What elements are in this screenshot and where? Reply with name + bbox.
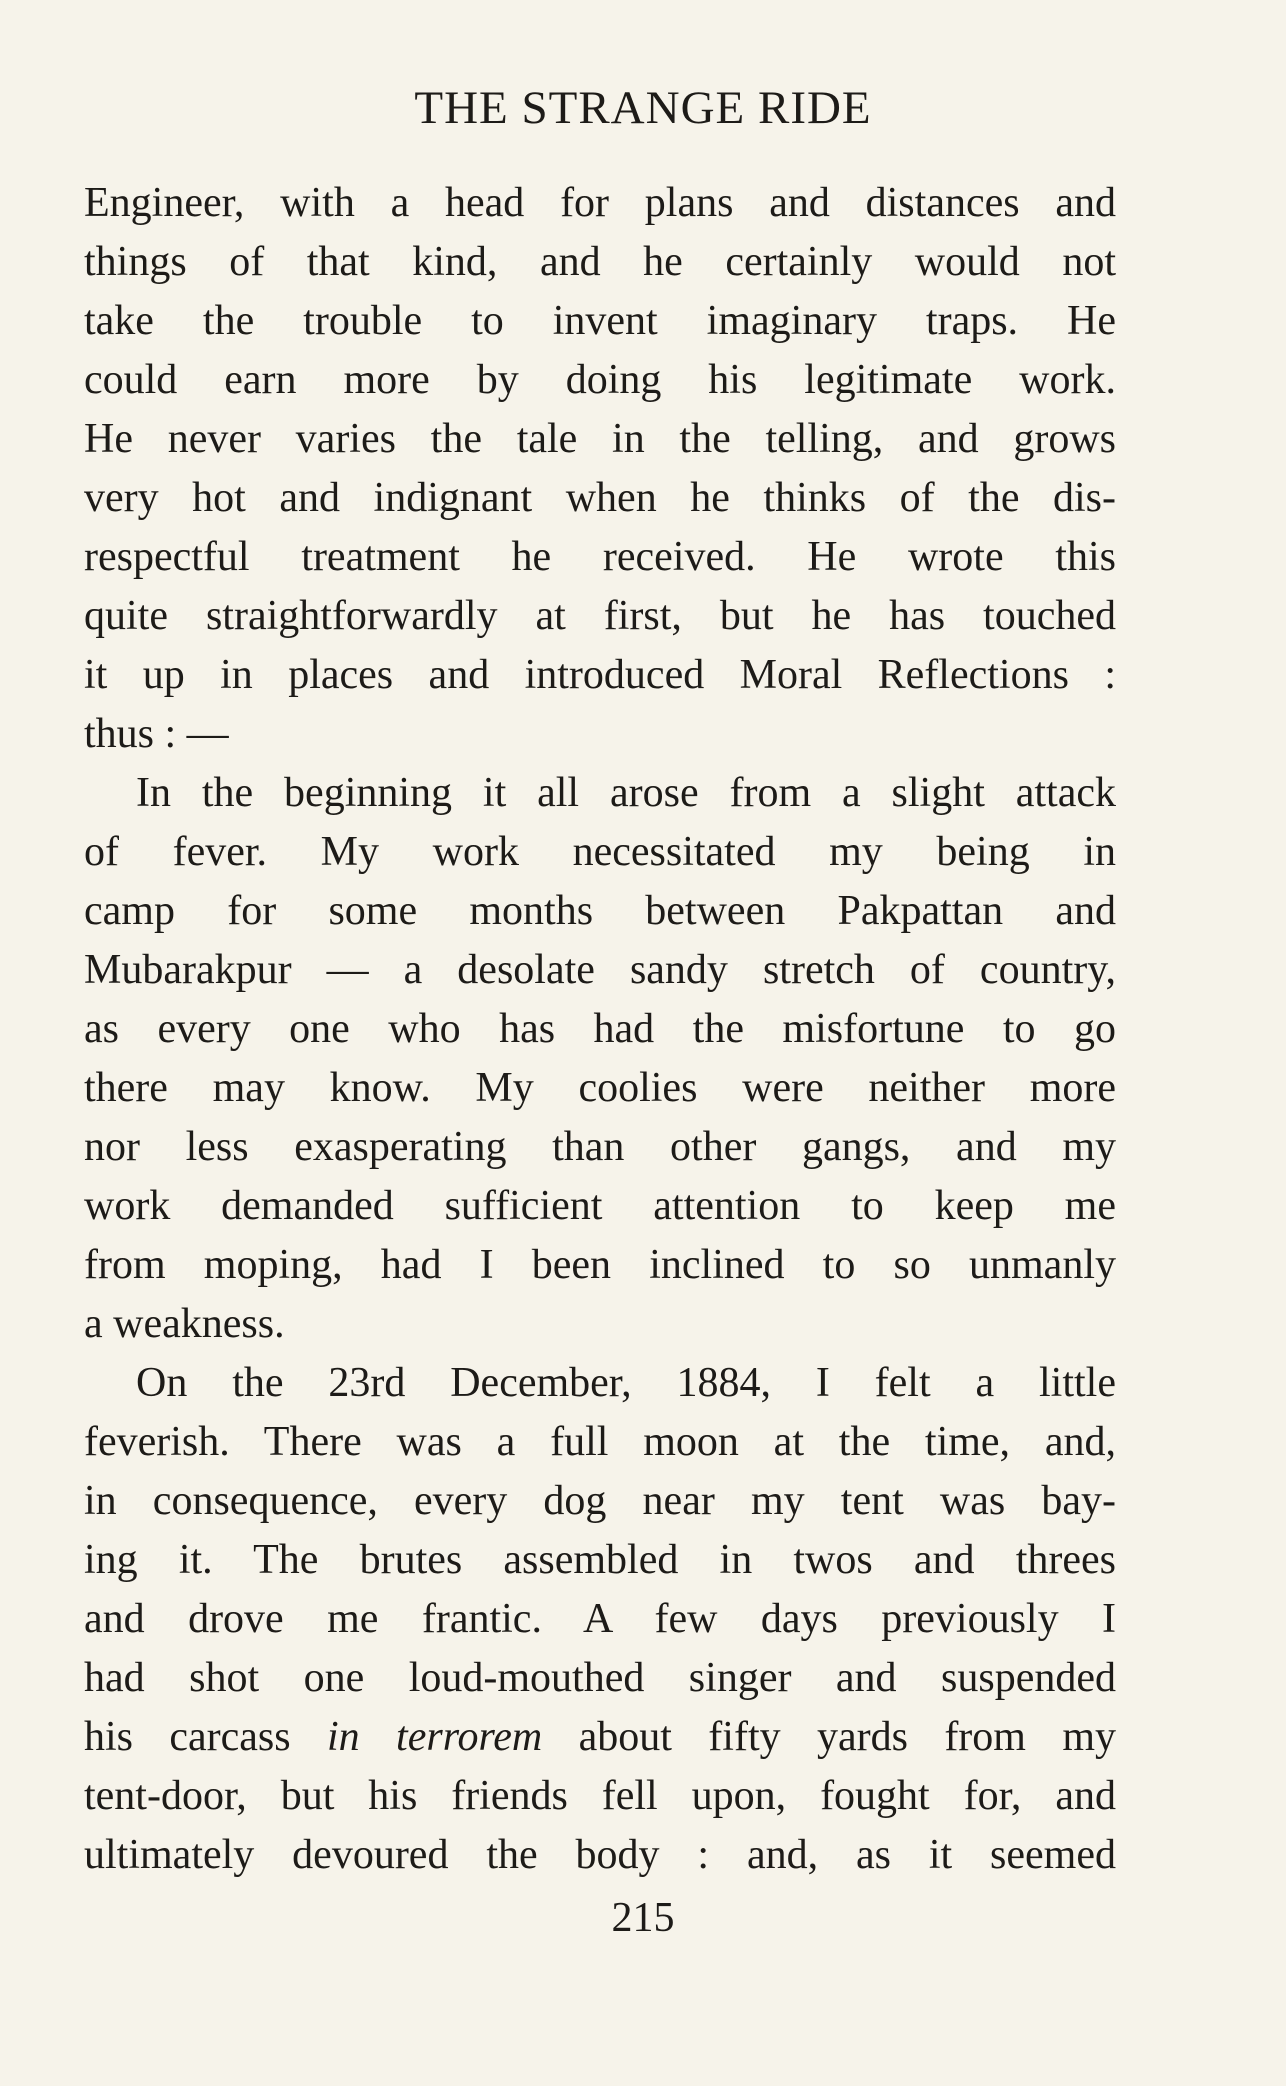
text-line: work demanded sufficient attention to keep me bbox=[84, 1183, 1116, 1229]
text-line: as every one who has had the misfortune to go bbox=[84, 1006, 1116, 1052]
text-line: ing it. The brutes assembled in twos and threes bbox=[84, 1537, 1116, 1583]
text-line: respectful treatment he received. He wrote this bbox=[84, 534, 1116, 580]
text-line: things of that kind, and he certainly would not bbox=[84, 239, 1116, 285]
text-line: could earn more by doing his legitimate work. bbox=[84, 357, 1116, 403]
text-segment: about fifty yards from my bbox=[542, 1714, 1116, 1760]
body-text bbox=[84, 174, 1116, 1885]
text-line: ultimately devoured the body : and, as it seemed bbox=[84, 1832, 1116, 1878]
paragraph-start-line: In the beginning it all arose from a slight attack bbox=[136, 770, 1116, 816]
text-segment: his carcass bbox=[84, 1714, 327, 1760]
text-line: quite straightforwardly at first, but he has touched bbox=[84, 593, 1116, 639]
text-line: He never varies the tale in the telling, and grows bbox=[84, 416, 1116, 462]
text-line: Engineer, with a head for plans and distances and bbox=[84, 180, 1116, 226]
text-line: Mubarakpur — a desolate sandy stretch of country, bbox=[84, 947, 1116, 993]
text-line: there may know. My coolies were neither more bbox=[84, 1065, 1116, 1111]
text-line: a weakness. bbox=[84, 1301, 285, 1347]
running-head: THE STRANGE RIDE bbox=[414, 82, 872, 134]
paragraph-start-line: On the 23rd December, 1884, I felt a little bbox=[136, 1360, 1116, 1406]
text-line: camp for some months between Pakpattan and bbox=[84, 888, 1116, 934]
page-number: 215 bbox=[611, 1895, 675, 1941]
text-line: nor less exasperating than other gangs, and my bbox=[84, 1124, 1116, 1170]
text-line: feverish. There was a full moon at the time, and, bbox=[84, 1419, 1116, 1465]
text-line: in consequence, every dog near my tent was bay- bbox=[84, 1478, 1116, 1524]
text-line: very hot and indignant when he thinks of the dis- bbox=[84, 475, 1116, 521]
text-line: thus : — bbox=[84, 711, 229, 757]
italic-phrase: in terrorem bbox=[327, 1714, 543, 1760]
text-line: it up in places and introduced Moral Reflections : bbox=[84, 652, 1116, 698]
text-line: take the trouble to invent imaginary traps. He bbox=[84, 298, 1116, 344]
text-line-with-italic bbox=[84, 1708, 1116, 1767]
text-line: and drove me frantic. A few days previously I bbox=[84, 1596, 1116, 1642]
text-line: from moping, had I been inclined to so unmanly bbox=[84, 1242, 1116, 1288]
text-line: had shot one loud-mouthed singer and suspended bbox=[84, 1655, 1116, 1701]
text-line: tent-door, but his friends fell upon, fought for, and bbox=[84, 1773, 1116, 1819]
text-line: of fever. My work necessitated my being in bbox=[84, 829, 1116, 875]
